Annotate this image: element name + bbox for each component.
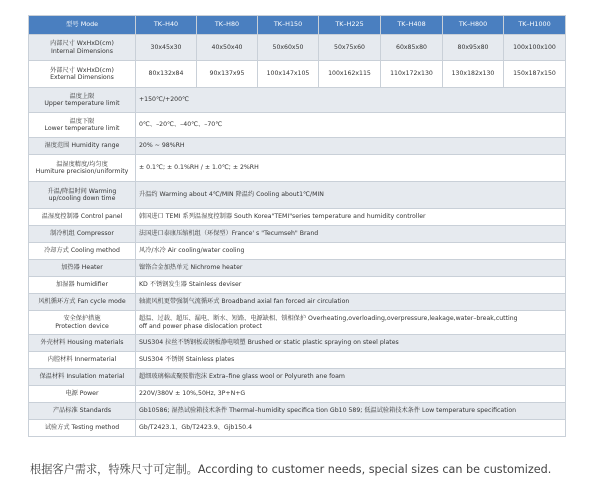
row-housing-materials <box>29 335 566 352</box>
row-internal-dimensions <box>29 35 566 61</box>
spec-table <box>28 15 566 437</box>
row-lower-temperature <box>29 113 566 138</box>
cell-value: 80x132x84 <box>136 61 197 88</box>
cell-value: 超细玻璃棉或聚胺脂泡沫 Extra–fine glass wool or Polyureth ane foam <box>136 369 566 386</box>
cell-value: Gb/T2423.1、Gb/T2423.9、Gjb150.4 <box>136 420 566 437</box>
label-cn: 温度下限 <box>69 117 95 125</box>
row-cooling-method <box>29 243 566 260</box>
row-humidifier <box>29 277 566 294</box>
cell-value: Gb10586; 湿热试验箱技术条件 Thermal–humidity specifica tion Gb10 589; 低温试验箱技术条件 Low temperature specification <box>136 403 566 420</box>
header-row <box>29 16 566 35</box>
param-label: 外壳材料 Housing materials <box>29 335 136 352</box>
row-warming-cooling-time <box>29 182 566 209</box>
param-label: 产品标准 Standards <box>29 403 136 420</box>
param-label: 温湿度控制器 Control panel <box>29 209 136 226</box>
row-inner-material <box>29 352 566 369</box>
cell-value: 30x45x30 <box>136 35 197 61</box>
label-cn: 升温/降温时间 Warming <box>47 187 117 195</box>
label-en: Internal Dimensions <box>51 47 113 55</box>
header-model: TK–H80 <box>197 16 258 35</box>
param-label: 制冷机组 Compressor <box>29 226 136 243</box>
row-control-panel <box>29 209 566 226</box>
header-model: TK–H408 <box>381 16 443 35</box>
header-param: 型号 Mode <box>29 16 136 35</box>
cell-value: 100x162x115 <box>319 61 381 88</box>
param-label <box>29 113 136 138</box>
label-en: Upper temperature limit <box>44 100 120 107</box>
cell-value: 20% ~ 98%RH <box>136 138 566 155</box>
cell-value: 镍铬合金加热单元 Nichrome heater <box>136 260 566 277</box>
label-en: up/cooling down time <box>48 195 116 202</box>
row-heater <box>29 260 566 277</box>
param-label <box>29 182 136 209</box>
label-en: Protection device <box>55 322 109 330</box>
param-label <box>29 88 136 113</box>
row-precision <box>29 155 566 182</box>
header-model: TK–H1000 <box>504 16 566 35</box>
header-model: TK–H225 <box>319 16 381 35</box>
label-cn: 温度上限 <box>69 92 95 100</box>
cell-value: 风冷/水冷 Air cooling/water cooling <box>136 243 566 260</box>
header-model: TK–H40 <box>136 16 197 35</box>
cell-value: ± 0.1℃; ± 0.1%RH / ± 1.0℃; ± 2%RH <box>136 155 566 182</box>
row-upper-temperature <box>29 88 566 113</box>
row-testing-method <box>29 420 566 437</box>
param-label <box>29 35 136 61</box>
header-model: TK–H800 <box>443 16 504 35</box>
label-cn: 温湿度精度/均匀度 <box>56 160 108 168</box>
param-label: 内腔材料 Innermaterial <box>29 352 136 369</box>
cell-value: SUS304 不锈钢 Stainless plates <box>136 352 566 369</box>
param-label: 保温材料 Insulation material <box>29 369 136 386</box>
cell-value: 150x187x150 <box>504 61 566 88</box>
cell-value: 100x100x100 <box>504 35 566 61</box>
cell-value: 升温约 Warming about 4℃/MIN 降温约 Cooling about1℃/MIN <box>136 182 566 209</box>
cell-value: 韩国进口 TEMI 系列温湿度控制器 South Korea"TEMI"series temperature and humidity controller <box>136 209 566 226</box>
row-fan-cycle <box>29 294 566 311</box>
row-compressor <box>29 226 566 243</box>
row-protection <box>29 311 566 335</box>
cell-value: 60x85x80 <box>381 35 443 61</box>
cell-value: 90x137x95 <box>197 61 258 88</box>
cell-value: 130x182x130 <box>443 61 504 88</box>
footer-note: 根据客户需求，特殊尺寸可定制。According to customer needs, special sizes can be customized. <box>30 463 552 476</box>
row-humidity-range <box>29 138 566 155</box>
row-standards <box>29 403 566 420</box>
header-model: TK–H150 <box>258 16 319 35</box>
cell-value: 40x50x40 <box>197 35 258 61</box>
label-cn: 安全保护措施 <box>63 315 101 323</box>
value-line: off and power phase dislocation protect <box>139 322 262 330</box>
param-label: 加湿器 humidifier <box>29 277 136 294</box>
cell-value: +150℃/+200℃ <box>136 88 566 113</box>
cell-value: 轴流风机更带强制气流循环式 Broadband axial fan forced air circulation <box>136 294 566 311</box>
param-label: 冷却方式 Cooling method <box>29 243 136 260</box>
cell-value: KD 不锈钢发生器 Stainless deviser <box>136 277 566 294</box>
param-label: 试验方式 Testing method <box>29 420 136 437</box>
cell-value <box>136 311 566 335</box>
cell-value: 110x172x130 <box>381 61 443 88</box>
cell-value: 50x60x50 <box>258 35 319 61</box>
row-insulation-material <box>29 369 566 386</box>
cell-value: 80x95x80 <box>443 35 504 61</box>
param-label: 湿度范围 Humidity range <box>29 138 136 155</box>
label-en: Humiture precision/uniformity <box>35 168 129 175</box>
label-en: Lower temperature limit <box>44 125 120 132</box>
cell-value: 法国进口泰康压缩机组（环保型）France' s "Tecumseh" Brand <box>136 226 566 243</box>
param-label: 加热器 Heater <box>29 260 136 277</box>
label-cn: 内部尺寸 WxHxD(cm) <box>50 40 114 48</box>
spec-sheet <box>28 15 565 437</box>
value-line: 超温、过载、超压、漏电、断水、短路、电源缺相、锁相保护 Overheating,overloading,overpressure,leakage,water–break,cutting <box>139 315 518 323</box>
row-external-dimensions <box>29 61 566 88</box>
cell-value: 0℃、–20℃、–40℃、–70℃ <box>136 113 566 138</box>
cell-value: 100x147x105 <box>258 61 319 88</box>
param-label <box>29 61 136 88</box>
param-label: 风机循环方式 Fan cycle mode <box>29 294 136 311</box>
label-cn: 外部尺寸 WxHxD(cm) <box>50 66 114 74</box>
cell-value: 220V/380V ± 10%,50Hz, 3P+N+G <box>136 386 566 403</box>
param-label <box>29 311 136 335</box>
cell-value: 50x75x60 <box>319 35 381 61</box>
cell-value: SUS304 拉丝不锈钢板或钢板静电喷塑 Brushed or static plastic spraying on steel plates <box>136 335 566 352</box>
param-label: 电源 Power <box>29 386 136 403</box>
row-power <box>29 386 566 403</box>
param-label <box>29 155 136 182</box>
label-en: External Dimensions <box>50 74 114 81</box>
